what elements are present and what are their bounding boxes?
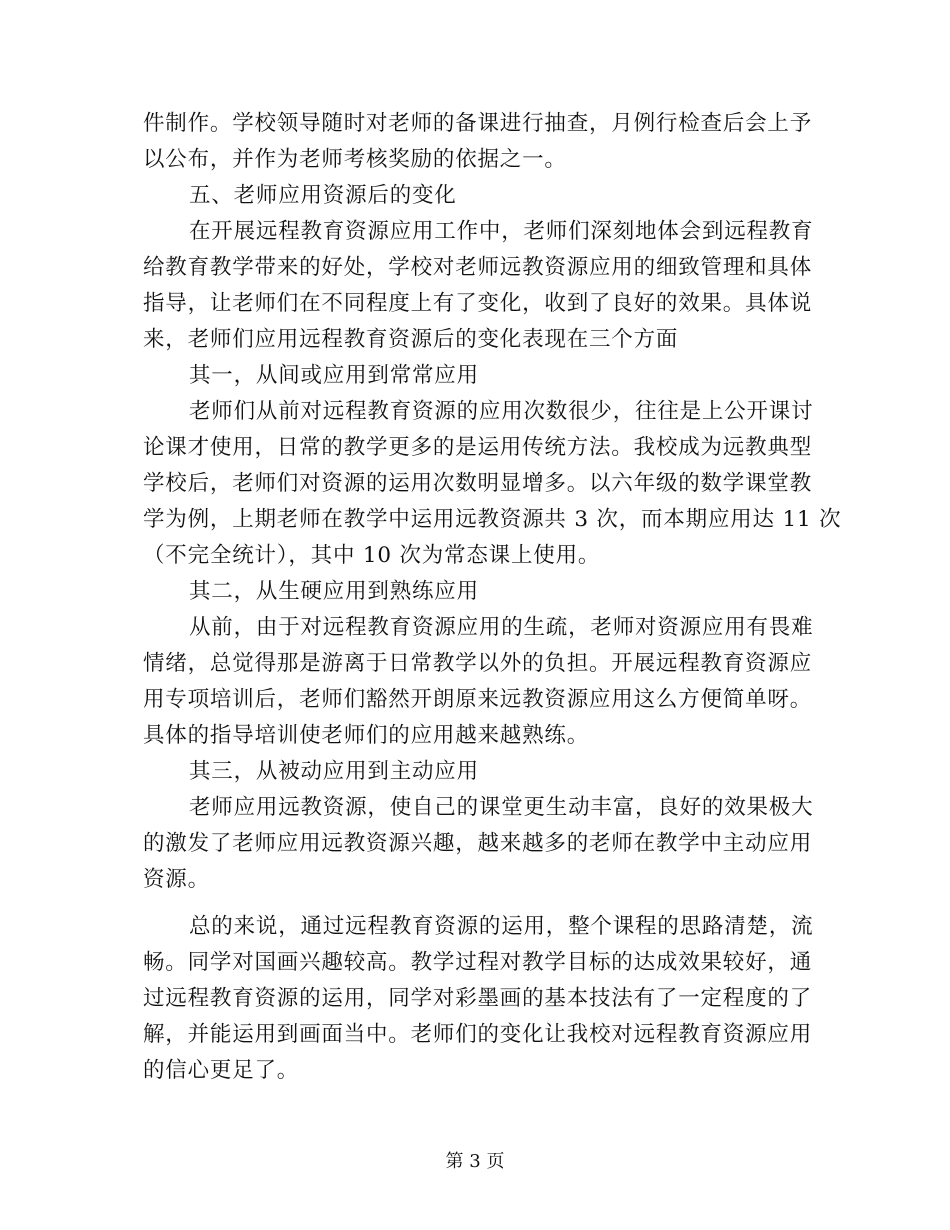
paragraph-line: 论课才使用，日常的教学更多的是运用传统方法。我校成为远教典型 bbox=[143, 435, 813, 460]
paragraph-line: 解，并能运用到画面当中。老师们的变化让我校对远程教育资源应用 bbox=[143, 1022, 813, 1047]
paragraph-line: 学为例，上期老师在教学中运用远教资源共 3 次，而本期应用达 11 次 bbox=[143, 507, 842, 532]
paragraph-line: 从前，由于对远程教育资源应用的生疏，老师对资源应用有畏难 bbox=[189, 615, 814, 640]
paragraph-line: 用专项培训后，老师们豁然开朗原来远教资源应用这么方便简单呀。 bbox=[143, 687, 813, 712]
paragraph-line: 以公布，并作为老师考核奖励的依据之一。 bbox=[143, 147, 567, 172]
paragraph-line: 来，老师们应用远程教育资源后的变化表现在三个方面 bbox=[143, 327, 679, 352]
page-number: 第 3 页 bbox=[445, 1151, 505, 1172]
paragraph-line: 资源。 bbox=[143, 867, 210, 892]
paragraph-line: 老师们从前对远程教育资源的应用次数很少，往往是上公开课讨 bbox=[189, 399, 814, 424]
paragraph-line: 的激发了老师应用远教资源兴趣，越来越多的老师在教学中主动应用 bbox=[143, 831, 813, 856]
paragraph-line: 老师应用远教资源，使自己的课堂更生动丰富，良好的效果极大 bbox=[189, 795, 814, 820]
paragraph-gap bbox=[143, 898, 805, 909]
paragraph-line: （不完全统计），其中 10 次为常态课上使用。 bbox=[143, 543, 601, 568]
paragraph-line: 畅。同学对国画兴趣较高。教学过程对教学目标的达成效果较好，通 bbox=[143, 950, 813, 975]
paragraph-line: 在开展远程教育资源应用工作中，老师们深刻地体会到远程教育 bbox=[189, 219, 814, 244]
paragraph-line: 给教育教学带来的好处，学校对老师远教资源应用的细致管理和具体 bbox=[143, 255, 813, 280]
paragraph-line: 具体的指导培训使老师们的应用越来越熟练。 bbox=[143, 723, 590, 748]
paragraph-line: 指导，让老师们在不同程度上有了变化，收到了良好的效果。具体说 bbox=[143, 291, 813, 316]
section-heading: 五、老师应用资源后的变化 bbox=[189, 183, 457, 208]
paragraph-line: 情绪，总觉得那是游离于日常教学以外的负担。开展远程教育资源应 bbox=[143, 651, 813, 676]
paragraph-line: 过远程教育资源的运用，同学对彩墨画的基本技法有了一定程度的了 bbox=[143, 986, 813, 1011]
document-page bbox=[143, 106, 842, 1089]
paragraph-line: 学校后，老师们对资源的运用次数明显增多。以六年级的数学课堂教 bbox=[143, 471, 813, 496]
paragraph-line: 件制作。学校领导随时对老师的备课进行抽查，月例行检查后会上予 bbox=[143, 111, 813, 136]
subsection-heading: 其三，从被动应用到主动应用 bbox=[189, 759, 479, 784]
paragraph-line: 的信心更足了。 bbox=[143, 1058, 300, 1083]
subsection-heading: 其二，从生硬应用到熟练应用 bbox=[189, 579, 479, 604]
subsection-heading: 其一，从间或应用到常常应用 bbox=[189, 363, 479, 388]
paragraph-line: 总的来说，通过远程教育资源的运用，整个课程的思路清楚，流 bbox=[189, 914, 814, 939]
